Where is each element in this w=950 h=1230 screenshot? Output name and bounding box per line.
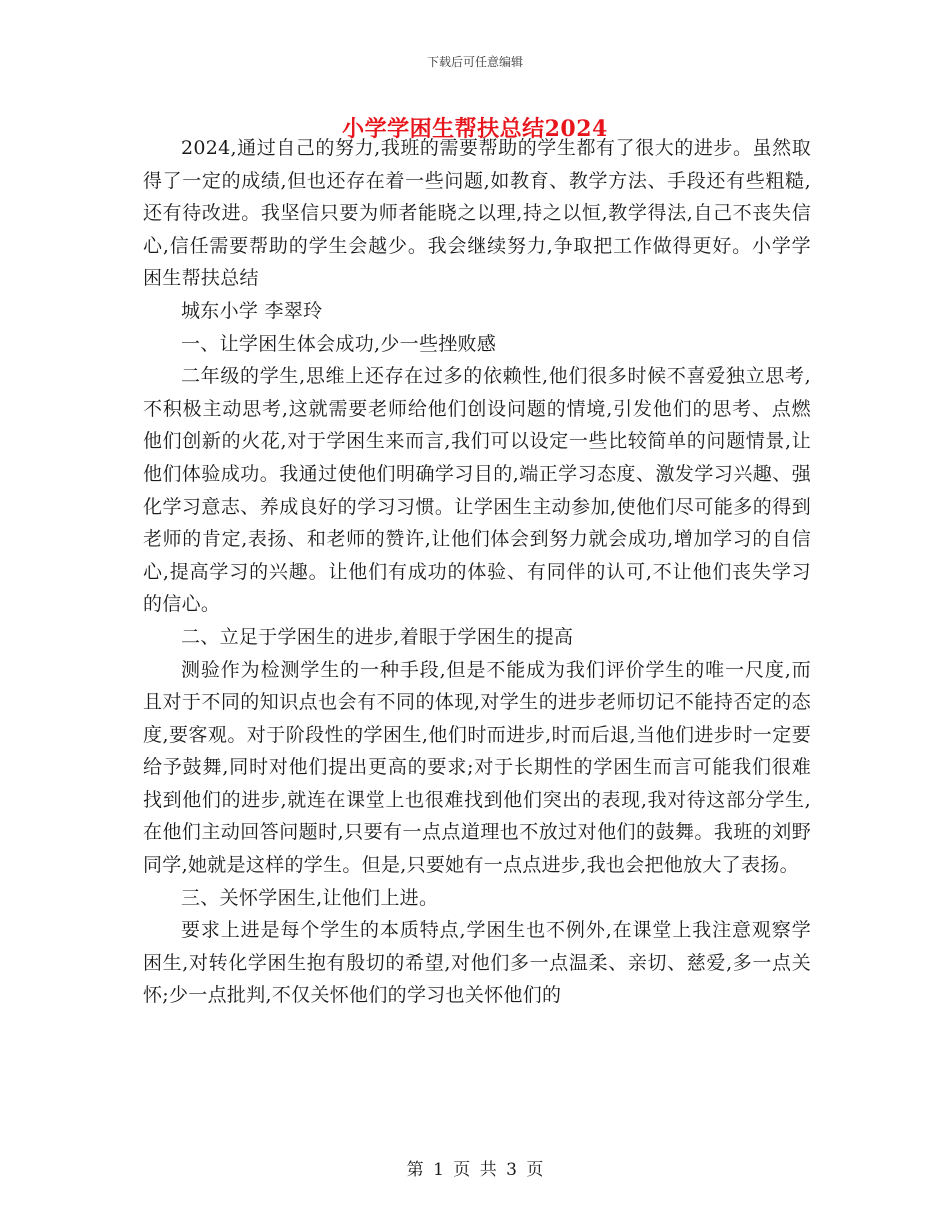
paragraph-intro: 2024,通过自己的努力,我班的需要帮助的学生都有了很大的进步。虽然取得了一定的成绩,但也还存在着一些问题,如教育、教学方法、手段还有些粗糙,还有待改进。我坚信只要为师者能晓之以理,持之以恒,教学得法,自己不丧失信心,信任需要帮助的学生会越少。我会继续努力,争取把工作做得更好。小学学困生帮扶总结	[143, 137, 811, 290]
section-heading-1: 一、让学困生体会成功,少一些挫败感	[181, 332, 497, 355]
paragraph-author: 城东小学 李翠玲	[181, 299, 323, 322]
section-heading-3: 三、关怀学困生,让他们上进。	[181, 886, 439, 909]
paragraph-section-2: 测验作为检测学生的一种手段,但是不能成为我们评价学生的唯一尺度,而且对于不同的知识点也会有不同的体现,对学生的进步老师切记不能持否定的态度,要客观。对于阶段性的学困生,他们时而进步,时而后退,当他们进步时一定要给予鼓舞,同时对他们提出更高的要求;对于长期性的学困生而言可能我们很难找到他们的进步,就连在课堂上也很难找到他们突出的表现,我对待这部分学生,在他们主动回答问题时,只要有一点点道理也不放过对他们的鼓舞。我班的刘野同学,她就是这样的学生。但是,只要她有一点点进步,我也会把他放大了表扬。	[143, 658, 811, 877]
header-note: 下载后可任意编辑	[426, 55, 523, 69]
paragraph-section-1: 二年级的学生,思维上还存在过多的依赖性,他们很多时候不喜爱独立思考,不积极主动思考,这就需要老师给他们创设问题的情境,引发他们的思考、点燃他们创新的火花,对于学困生来而言,我们可以设定一些比较简单的问题情景,让他们体验成功。我通过使他们明确学习目的,端正学习态度、激发学习兴趣、强化学习意志、养成良好的学习习惯。让学困生主动参加,使他们尽可能多的得到老师的肯定,表扬、和老师的赞许,让他们体会到努力就会成功,增加学习的自信心,提高学习的兴趣。让他们有成功的体验、有同伴的认可,不让他们丧失学习的信心。	[143, 365, 811, 616]
section-heading-2: 二、立足于学困生的进步,着眼于学困生的提高	[181, 625, 574, 648]
page-footer: 第 1 页 共 3 页	[406, 1160, 544, 1180]
document-body	[143, 132, 811, 1012]
document-title: 小学学困生帮扶总结2024	[342, 116, 608, 142]
paragraph-section-3: 要求上进是每个学生的本质特点,学困生也不例外,在课堂上我注意观察学困生,对转化学困生抱有殷切的希望,对他们多一点温柔、亲切、慈爱,多一点关怀;少一点批判,不仅关怀他们的学习也关怀他们的	[143, 919, 811, 1007]
